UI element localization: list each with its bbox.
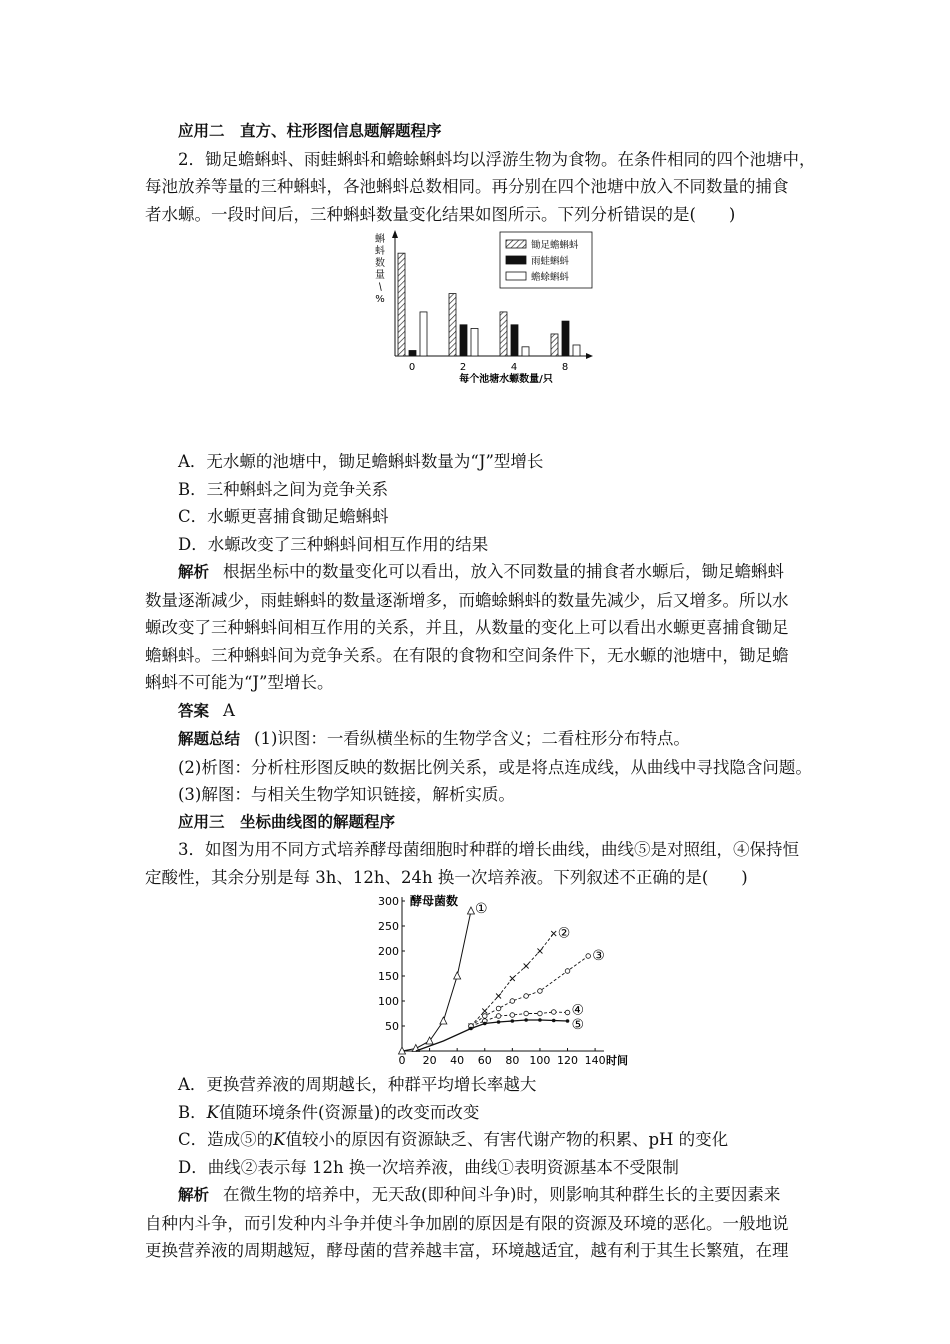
option2-b: B．三种蝌蚪之间为竞争关系 xyxy=(178,479,389,499)
point-marker-x xyxy=(524,964,529,969)
point-marker-x xyxy=(537,949,542,954)
option3-c-prefix: C．造成⑤的 xyxy=(178,1130,274,1149)
option3-a-prefix: A． xyxy=(178,1075,207,1094)
y-axis-label-char: % xyxy=(375,294,385,305)
x-tick-label: 80 xyxy=(505,1054,520,1067)
legend-swatch-solid xyxy=(506,256,526,264)
point-marker-circle xyxy=(551,1010,556,1015)
x-axis-arrow xyxy=(586,353,593,359)
yeast-growth-line-chart xyxy=(145,891,810,1071)
point-marker-circle xyxy=(586,954,591,959)
option3-b-prefix: B． xyxy=(178,1102,207,1122)
x-axis-label: 时间 xyxy=(606,1054,628,1067)
chart-title: 酵母菌数 xyxy=(410,894,459,908)
analysis3-line-3: 更换营养液的周期越短，酵母菌的营养越丰富，环境越适宜，越有利于其生长繁殖，在理 xyxy=(145,1241,789,1260)
x-tick-label: 140 xyxy=(584,1054,606,1067)
analysis2-line-5: 蝌蚪不可能为“J”型增长。 xyxy=(145,673,334,692)
bar-solid xyxy=(562,321,569,356)
y-axis-arrow xyxy=(392,230,398,238)
x-tick-label: 100 xyxy=(529,1054,551,1067)
answer2-label: 答案 xyxy=(178,701,210,720)
bar-hatch xyxy=(551,334,558,356)
option3-d-text: 曲线②表示每 12h 换一次培养液，曲线①表明资源基本不受限制 xyxy=(207,1157,679,1177)
analysis3-line-1 xyxy=(145,1181,810,1210)
point-marker-circle xyxy=(565,969,570,974)
y-tick-label: 300 xyxy=(378,895,399,908)
point-marker-dot xyxy=(552,1019,556,1023)
section2-heading: 应用二 直方、柱形图信息题解题程序 xyxy=(178,122,442,140)
point-marker-dot xyxy=(524,1018,528,1022)
summary-line-1 xyxy=(145,725,810,754)
point-marker-x xyxy=(510,976,515,981)
point-marker-dot xyxy=(538,1018,542,1022)
legend-swatch-hatch xyxy=(506,240,526,248)
x-tick-label: 120 xyxy=(557,1054,579,1067)
bar-empty xyxy=(471,328,478,356)
analysis3-label: 解析 xyxy=(178,1186,210,1204)
y-tick-label: 50 xyxy=(385,1020,399,1033)
document-page xyxy=(145,118,816,1265)
bar-solid xyxy=(409,350,416,356)
point-marker-x xyxy=(496,994,501,999)
bar-chart-svg xyxy=(355,228,595,448)
point-marker-circle xyxy=(538,1011,543,1016)
y-tick-label: 100 xyxy=(378,995,399,1008)
option2-d: D．水螈改变了三种蝌蚪间相互作用的结果 xyxy=(178,534,489,554)
point-marker-circle xyxy=(565,1010,570,1015)
bar-empty xyxy=(522,347,529,356)
bar-hatch xyxy=(398,253,405,356)
option3-b xyxy=(145,1099,810,1127)
point-marker-circle xyxy=(496,1014,501,1019)
analysis2-line-4: 蟾蝌蚪。三种蝌蚪间为竞争关系。在有限的食物和空间条件下，无水螈的池塘中，锄足蟾 xyxy=(145,645,789,665)
point-marker-circle xyxy=(510,999,515,1004)
point-marker-dot xyxy=(483,1022,487,1026)
question2-line-3: 者水螈。一段时间后，三种蝌蚪数量变化结果如图所示。下列分析错误的是( ) xyxy=(145,204,736,224)
series-label-5: ⑤ xyxy=(571,1017,585,1033)
option3-c-italic: K xyxy=(273,1130,286,1149)
y-axis-label-char: 数 xyxy=(375,258,385,269)
option3-a-text: 更换营养液的周期越长，种群平均增长率越大 xyxy=(206,1075,537,1094)
x-tick-label: 4 xyxy=(510,362,518,373)
y-tick-label: 200 xyxy=(378,945,399,958)
analysis2-line-1 xyxy=(145,558,810,587)
point-marker-circle xyxy=(524,994,529,999)
y-axis-label-char: 蝌 xyxy=(375,234,385,245)
option2-a: A．无水螈的池塘中，锄足蟾蝌蚪数量为“J”型增长 xyxy=(178,452,544,471)
point-marker-x xyxy=(551,931,556,936)
bar-empty xyxy=(420,312,427,356)
option3-d xyxy=(145,1154,810,1182)
option3-b-text: 值随环境条件(资源量)的改变而改变 xyxy=(218,1102,480,1122)
option2-c: C．水螈更喜捕食锄足蟾蝌蚪 xyxy=(178,507,389,526)
legend-swatch-empty xyxy=(506,272,526,280)
point-marker-circle xyxy=(538,989,543,994)
analysis2-text-1: 根据坐标中的数量变化可以看出，放入不同数量的捕食者水螈后，锄足蟾蝌蚪 xyxy=(223,562,785,581)
legend-label: 锄足蟾蝌蚪 xyxy=(531,240,579,251)
x-tick-label: 8 xyxy=(561,362,569,373)
option3-d-prefix: D． xyxy=(178,1157,208,1177)
bar-empty xyxy=(573,345,580,356)
point-marker-circle xyxy=(482,1014,487,1019)
point-marker-circle xyxy=(510,1013,515,1018)
option3-b-italic: K xyxy=(206,1102,219,1122)
answer2-line xyxy=(145,697,810,726)
point-marker-circle xyxy=(524,1011,529,1016)
bar-hatch xyxy=(449,294,456,356)
x-tick-label: 40 xyxy=(450,1054,465,1067)
summary-label: 解题总结 xyxy=(178,730,241,748)
x-tick-label: 0 xyxy=(408,362,416,373)
summary-line-2: (2)析图：分析柱形图反映的数据比例关系，或是将点连成线，从曲线中寻找隐含问题。 xyxy=(178,757,812,777)
y-axis-label-char: 蚪 xyxy=(375,246,385,257)
point-marker-x xyxy=(482,1009,487,1014)
summary-line-3: (3)解图：与相关生物学知识链接，解析实质。 xyxy=(178,785,515,804)
point-marker-dot xyxy=(511,1019,515,1023)
analysis2-label: 解析 xyxy=(178,563,210,581)
summary-text-1: (1)识图：一看纵横坐标的生物学含义；二看柱形分布特点。 xyxy=(254,729,690,748)
analysis2-line-2: 数量逐渐减少，雨蛙蝌蚪的数量逐渐增多，而蟾蜍蝌蚪的数量先减少，后又增多。所以水 xyxy=(145,590,789,610)
point-marker-dot xyxy=(497,1020,501,1024)
question3-line-1: 3．如图为用不同方式培养酵母菌细胞时种群的增长曲线，曲线⑤是对照组，④保持恒 xyxy=(178,840,799,859)
y-tick-label: 150 xyxy=(378,970,399,983)
question2-line-1: 2．锄足蟾蝌蚪、雨蛙蝌蚪和蟾蜍蝌蚪均以浮游生物为食物。在条件相同的四个池塘中， xyxy=(178,149,816,169)
bar-hatch xyxy=(500,312,507,356)
series-label-3: ③ xyxy=(592,948,605,964)
bar-solid xyxy=(511,325,518,356)
legend-label: 蟾蜍蝌蚪 xyxy=(531,272,570,283)
question2-line-2: 每池放养等量的三种蝌蚪，各池蝌蚪总数相同。再分别在四个池塘中放入不同数量的捕食 xyxy=(145,177,789,196)
series-label-1: ① xyxy=(474,901,488,917)
analysis3-text-1: 在微生物的培养中，无天敌(即种间斗争)时，则影响其种群生长的主要因素来 xyxy=(223,1185,781,1204)
x-tick-label: 0 xyxy=(398,1054,406,1067)
point-marker-dot xyxy=(566,1019,570,1023)
analysis2-line-3: 螈改变了三种蝌蚪间相互作用的关系，并且，从数量的变化上可以看出水螈更喜捕食锄足 xyxy=(145,618,789,637)
series-line-5 xyxy=(416,1020,568,1051)
x-tick-label: 20 xyxy=(422,1054,437,1067)
y-axis-label-char: / xyxy=(376,281,385,293)
answer2-value: A xyxy=(223,700,235,720)
point-marker-dot xyxy=(469,1027,473,1031)
series-label-2: ② xyxy=(557,925,571,942)
x-tick-label: 60 xyxy=(477,1054,492,1067)
line-chart-svg xyxy=(370,891,628,1071)
point-marker-triangle xyxy=(467,907,474,914)
x-tick-label: 2 xyxy=(459,362,467,373)
section3-heading: 应用三 坐标曲线图的解题程序 xyxy=(178,812,396,831)
y-axis-label-char: 量 xyxy=(375,270,385,281)
point-marker-circle xyxy=(496,1006,501,1011)
option3-a xyxy=(145,1071,810,1099)
y-tick-label: 250 xyxy=(378,920,399,933)
point-marker-triangle xyxy=(440,1017,447,1024)
series-line-1 xyxy=(402,911,471,1051)
question3-line-2: 定酸性，其余分别是每 3h、12h、24h 换一次培养液。下列叙述不正确的是( ) xyxy=(145,867,748,887)
option3-c xyxy=(145,1126,810,1154)
option3-c-text: 值较小的原因有资源缺乏、有害代谢产物的积累、pH 的变化 xyxy=(285,1130,729,1149)
tadpole-bar-chart xyxy=(145,228,810,448)
point-marker-triangle xyxy=(454,972,461,979)
analysis3-line-2: 自种内斗争，而引发种内斗争并使斗争加剧的原因是有限的资源及环境的恶化。一般地说 xyxy=(145,1213,789,1233)
legend-label: 雨蛙蝌蚪 xyxy=(531,256,570,267)
x-axis-label: 每个池塘水螈数量/只 xyxy=(459,374,553,385)
series-label-4: ④ xyxy=(571,1002,585,1019)
bar-solid xyxy=(460,325,467,356)
